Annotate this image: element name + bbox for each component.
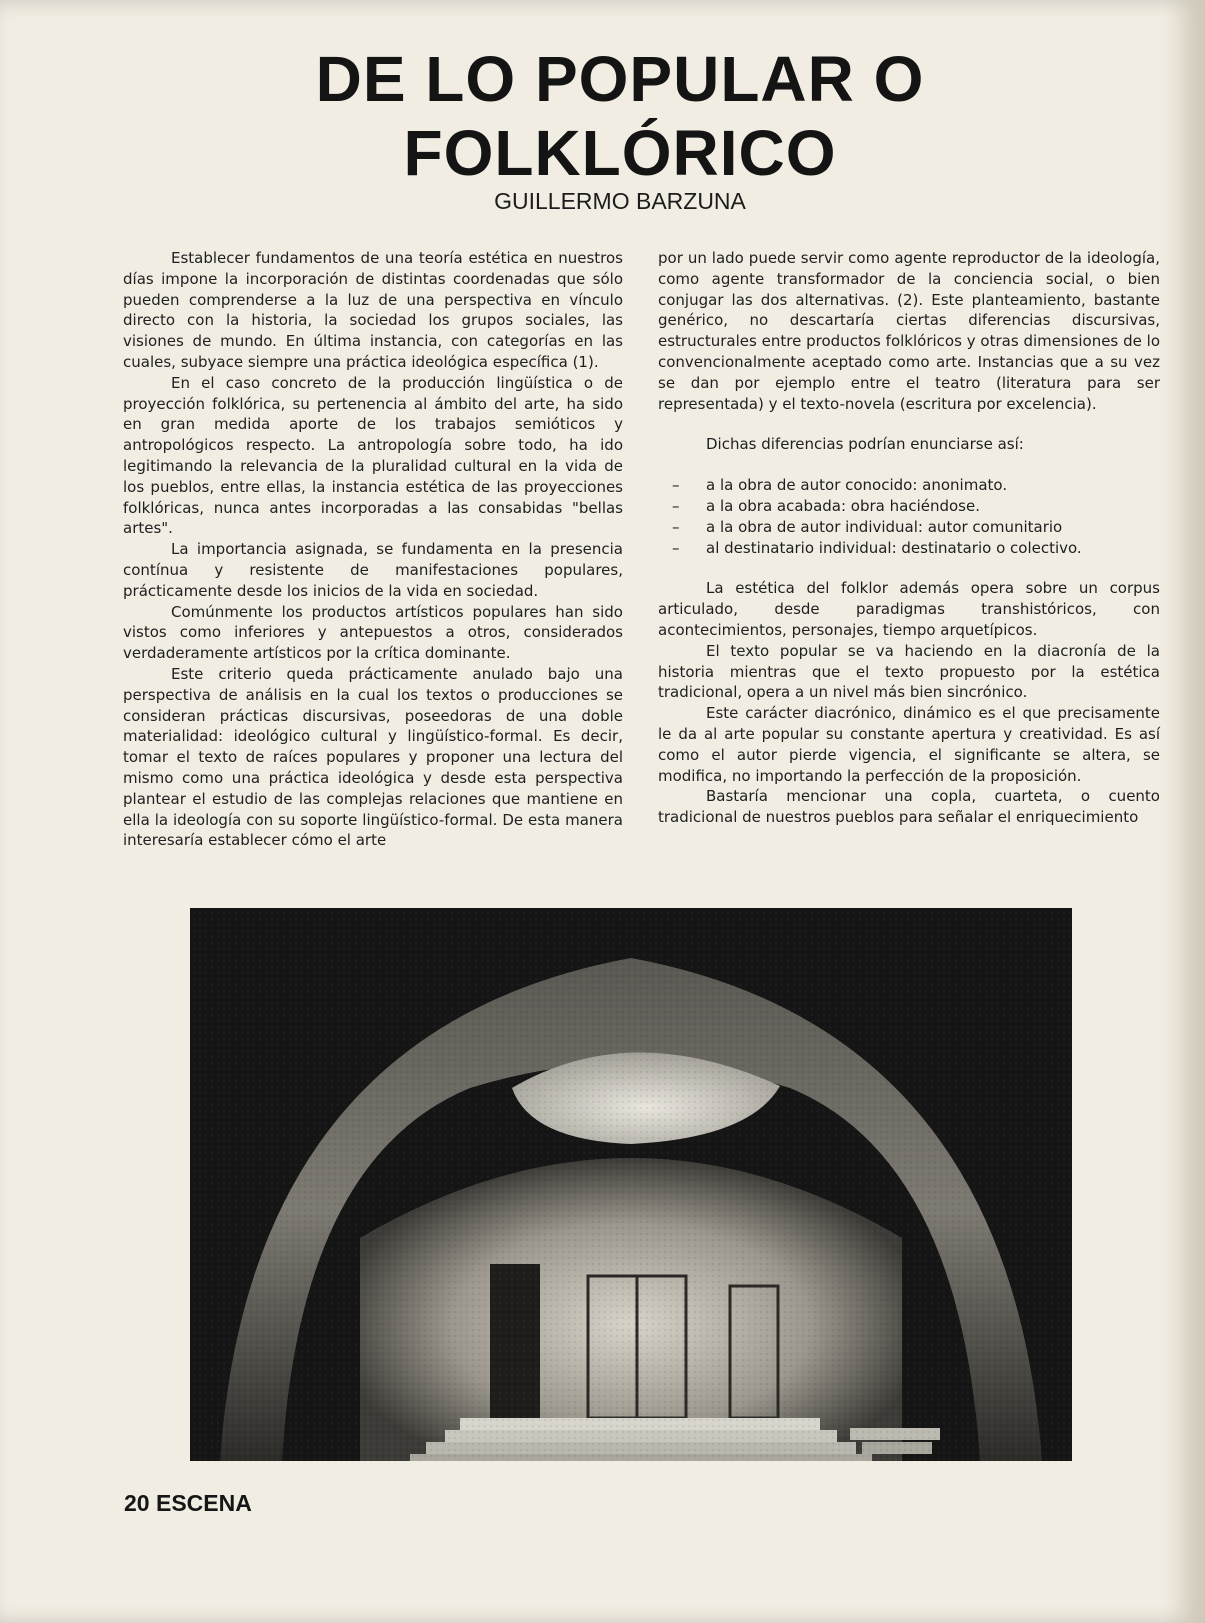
paragraph: En el caso concreto de la producción lingüística o de proyección folklórica, su pertenencia al ámbito del arte, ha sido en gran medida aporte de los trabajos semióticos y antropológicos respecto. La antropología sobre todo, ha ido legitimando la relevancia de la pluralidad cultural en la vida de los pueblos, entre ellas, la instancia estética de las proyecciones folklóricas, nunca antes incorporadas a las consabidas "bellas artes". (123, 373, 623, 538)
film-grain (190, 908, 1072, 1461)
paragraph: por un lado puede servir como agente reproductor de la ideología, como agente transformador de la conciencia social, o bien conjugar las dos alternativas. (2). Este planteamiento, bastante genérico, no descartaría ciertas diferencias discursivas, estructurales entre productos folklóricos y otras dimensiones de lo convencionalmente aceptado como arte. Instancias que a su vez se dan por ejemplo entre el teatro (literatura para ser representada) y el texto-novela (escritura por excelencia). (658, 249, 1160, 413)
dash-bullet: – (672, 517, 680, 536)
paragraph: Bastaría mencionar una copla, cuarteta, o cuento tradicional de nuestros pueblos para señalar el enriquecimiento (658, 787, 1160, 827)
page-footer: 20 ESCENA (124, 1490, 252, 1516)
stage-set-photo (190, 908, 1072, 1461)
paragraph: Establecer fundamentos de una teoría estética en nuestros días impone la incorporación de distintas coordenadas que sólo pueden comprenderse a la luz de una perspectiva en vínculo directo con la historia, la sociedad los grupos sociales, las visiones de mundo. En última instancia, con categorías en las cuales, subyace siempre una práctica ideológica específica (1). (123, 249, 623, 371)
list-intro: Dichas diferencias podrían enunciarse así: (706, 435, 1024, 454)
article-title (250, 42, 990, 190)
dash-bullet: – (672, 476, 680, 495)
list-item-text: al destinatario individual: destinatario o colectivo. (706, 538, 1082, 557)
list-item-text: a la obra de autor conocido: anonimato. (706, 476, 1008, 495)
stage-set-illustration (190, 908, 1072, 1461)
left-text-column (123, 248, 623, 851)
paragraph: Este carácter diacrónico, dinámico es el que precisamente le da al arte popular su constante apertura y creatividad. Es así como el autor pierde vigencia, el significante se altera, se modifica, no importando la perfección de la proposición. (658, 704, 1160, 785)
title-line-1: DE LO POPULAR O (315, 43, 925, 115)
list-item (658, 538, 1160, 559)
list-item (658, 496, 1160, 517)
article-author: GUILLERMO BARZUNA (494, 188, 746, 214)
list-item (658, 517, 1160, 538)
dash-bullet: – (672, 496, 680, 515)
dash-bullet: – (672, 538, 680, 557)
page-edge-shadow (1163, 0, 1205, 1623)
title-line-2: FOLKLÓRICO (403, 117, 837, 189)
paragraph: La estética del folklor además opera sobre un corpus articulado, desde paradigmas transhistóricos, con acontecimientos, personajes, tiempo arquetípicos. (658, 579, 1160, 639)
paragraph: Este criterio queda prácticamente anulado bajo una perspectiva de análisis en la cual los textos o producciones se consideran prácticas discursivas, poseedoras de una doble materialidad: ideológico cultural y lingüístico-formal. Es decir, tomar el texto de raíces populares y proponer una lectura del mismo como una práctica ideológica y desde esta perspectiva plantear el estudio de las complejas relaciones que mantiene en ella la ideología con su soporte lingüístico-formal. De esta manera interesaría establecer cómo el arte (123, 664, 623, 850)
paragraph: Comúnmente los productos artísticos populares han sido vistos como inferiores y antepuestos a otros, considerados verdaderamente artísticos por la crítica dominante. (123, 602, 623, 663)
right-text-column (658, 248, 1160, 828)
differences-list (658, 475, 1160, 558)
list-item-text: a la obra acabada: obra haciéndose. (706, 496, 980, 515)
list-item (658, 475, 1160, 496)
paragraph: La importancia asignada, se fundamenta en la presencia contínua y resistente de manifestaciones populares, prácticamente desde los inicios de la vida en sociedad. (123, 540, 623, 600)
list-item-text: a la obra de autor individual: autor comunitario (706, 517, 1063, 536)
paragraph: El texto popular se va haciendo en la diacronía de la historia mientras que el texto propuesto por la estética tradicional, opera a un nivel más bien sincrónico. (658, 641, 1160, 702)
